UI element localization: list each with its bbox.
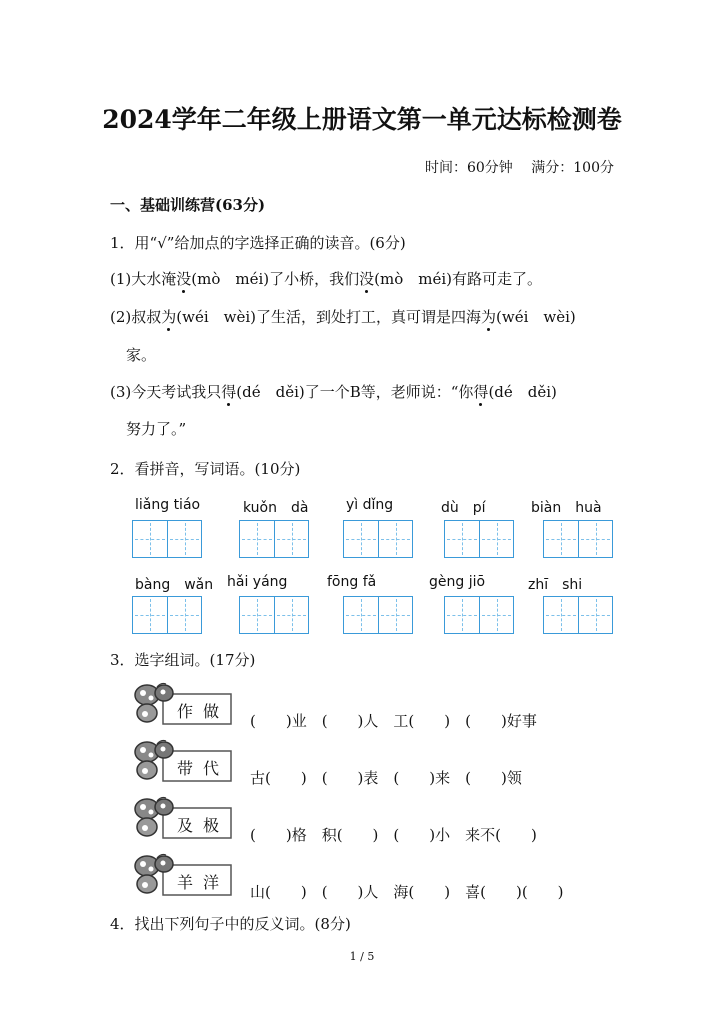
writing-grid[interactable] [132,596,202,634]
writing-grid[interactable] [444,520,514,558]
writing-grid[interactable] [543,596,613,634]
word-choice-badge [133,681,233,727]
writing-grid[interactable] [444,596,514,634]
writing-grid[interactable] [239,596,309,634]
pinyin-label: hǎi yáng [227,574,288,590]
section-heading: 一、基础训练营(63分) [110,196,266,214]
pinyin-label: fōng fǎ [327,574,377,590]
q1-prompt: 1．用“√”给加点的字选择正确的读音。(6分) [110,234,406,252]
pinyin-label: gèng jiō [429,574,486,590]
word-choice-badge [133,738,233,784]
writing-grid[interactable] [239,520,309,558]
writing-grid[interactable] [132,520,202,558]
full-score: 满分：100分 [531,160,614,176]
badge-characters: 带代 [177,759,230,778]
word-choice-badge [133,795,233,841]
word-choice-badge [133,852,233,898]
pinyin-label: biàn huà [531,500,602,516]
badge-characters: 作做 [177,702,230,721]
badge-characters: 及极 [177,816,230,835]
q1-sentence-2-cont: 家。 [126,346,157,364]
pinyin-label: bàng wǎn [135,577,214,593]
pinyin-label: dù pí [441,500,486,516]
fill-in-line: 山( ) ( )人 海( ) 喜( )( ) [250,883,564,901]
writing-grid[interactable] [343,596,413,634]
page-number: 1 / 5 [349,950,375,963]
q1-sentence-3-cont: 努力了。” [126,420,187,438]
badge-characters: 羊洋 [177,873,230,892]
q1-sentence-2: (2)叔叔为(wéi wèi)了生活，到处打工，真可谓是四海为(wéi wèi) [110,308,576,326]
q3-prompt: 3．选字组词。(17分) [110,651,256,669]
q1-sentence-3: (3)今天考试我只得(dé děi)了一个B等，老师说：“你得(dé děi) [110,383,557,401]
time-limit: 时间：60分钟 [424,160,513,176]
pinyin-label: zhī shi [528,577,583,593]
q1-sentence-1: (1)大水淹没(mò méi)了小桥，我们没(mò méi)有路可走了。 [110,270,542,288]
fill-in-line: ( )格 积( ) ( )小 来不( ) [250,826,537,844]
exam-meta [425,157,614,177]
page-title: 2024学年二年级上册语文第一单元达标检测卷 [102,105,622,134]
fill-in-line: 古( ) ( )表 ( )来 ( )领 [250,769,522,787]
writing-grid[interactable] [343,520,413,558]
q4-prompt: 4．找出下列句子中的反义词。(8分) [110,915,351,933]
fill-in-line: ( )业 ( )人 工( ) ( )好事 [250,712,537,730]
pinyin-label: liǎng tiáo [135,497,201,513]
pinyin-label: kuǒn dà [243,500,309,516]
writing-grid[interactable] [543,520,613,558]
pinyin-label: yì dǐng [346,497,394,513]
q2-prompt: 2．看拼音，写词语。(10分) [110,460,301,478]
